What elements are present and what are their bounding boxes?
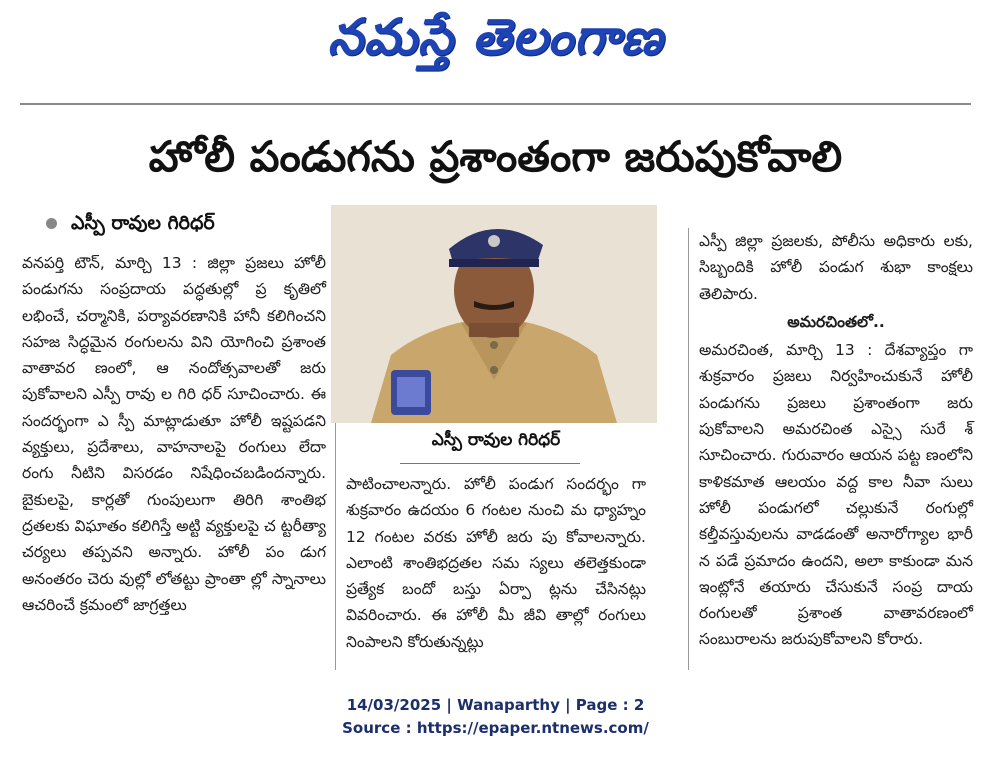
column3-body: అమరచింత, మార్చి 13 : దేశవ్యాప్తం గా శుక్రవారం ప్రజలు నిర్వహించుకునే హోలీ పండుగను ప్రజలు ప్రశాంతంగా జరు పుకోవాలని అమరచింత ఎస్సై సురే శ్ సూచించారు. గురువారం ఆయన పట్ట ణంలోని కాళికమాత ఆలయం వద్ద కాల నీవా సులు హోలీ పండుగలో చల్లుకునే రంగుల్లో కల్తీవస్తువులను వాడడంతో అనారోగ్యాల భారీ న పడే ప్రమాదం ఉందని, అలా కాకుండా మన ఇంట్లోనే తయారు చేసుకునే సంప్ర దాయ రంగులతో ప్రశాంత వాతావరణంలో సంబురాలను జరుపుకోవాలని కోరారు. (699, 341, 973, 649)
page-footer (0, 694, 991, 740)
headline: హోలీ పండుగను ప్రశాంతంగా జరుపుకోవాలి (148, 132, 843, 181)
column-divider-2 (688, 228, 689, 670)
caption-underline (400, 463, 580, 464)
masthead-logo: నమస్తే తెలంగాణ (327, 8, 664, 66)
byline-text: ఎస్పీ రావుల గిరిధర్ (71, 212, 215, 234)
byline (46, 212, 215, 239)
article-column-3 (699, 228, 973, 653)
article-column-1: వనపర్తి టౌన్, మార్చి 13 : జిల్లా ప్రజలు హోలీ పండుగను సంప్రదాయ పద్ధతుల్లో ప్ర కృతిలో లభించే, చర్మానికి, పర్యావరణానికి హానీ కలిగించని సహజ సిద్ధమైన రంగులను విని యోగించి ప్రశాంత వాతావర ణంలో, ఆ నందోత్సవాలతో జరు పుకోవాలని ఎస్పీ రావు ల గిరి ధర్ సూచించారు. ఈ సందర్భంగా ఎ స్పీ మాట్లాడుతూ హోలీ ఇష్టపడని వ్యక్తులు, ప్రదేశాలు, వాహనాలపై రంగులు లేదా రంగు నీటిని విసరడం నిషేధించబడిందన్నారు. బైకులపై, కార్లతో గుంపులుగా తిరిగి శాంతిభ ద్రతలకు విఘాతం కలిగిస్తే అట్టి వ్యక్తులపై చ ట్టరీత్యా చర్యలు తప్పవని అన్నారు. హోలీ పం డుగ అనంతరం చెరు వుల్లో లోతట్టు ప్రాంతా ల్లో స్నానాలు ఆచరించే క్రమంలో జాగ్రత్తలు (22, 254, 326, 614)
column3-intro: ఎస్పీ జిల్లా ప్రజలకు, పోలీసు అధికారు లకు, సిబ్బందికి హోలీ పండుగ శుభా కాంక్షలు తెలిపారు. (699, 232, 973, 303)
article-column-2: పాటించాలన్నారు. హోలీ పండుగ సందర్భం గా శుక్రవారం ఉదయం 6 గంటల నుంచి మ ధ్యాహ్నం 12 గంటల వరకు హోలీ జరు పు కోవాలన్నారు. ఎలాంటి శాంతిభద్రతల సమ స్యలు తలెత్తకుండా ప్రత్యేక బందో బస్తు ఏర్పా ట్లను చేసినట్లు వివరించారు. ఈ హోలీ మీ జీవి తాల్లో రంగులు నింపాలని కోరుతున్నట్లు (346, 475, 646, 651)
footer-date-edition: 14/03/2025 | Wanaparthy | Page : 2 (346, 696, 645, 714)
police-officer-portrait-icon (331, 205, 657, 423)
masthead-divider (20, 103, 971, 105)
officer-photo (331, 205, 657, 423)
bullet-icon (46, 218, 57, 229)
photo-caption: ఎస్పీ రావుల గిరిధర్ (431, 430, 561, 450)
footer-source[interactable]: Source : https://epaper.ntnews.com/ (342, 719, 649, 737)
subheading-amarachinta: అమరచింతలో.. (787, 312, 885, 331)
